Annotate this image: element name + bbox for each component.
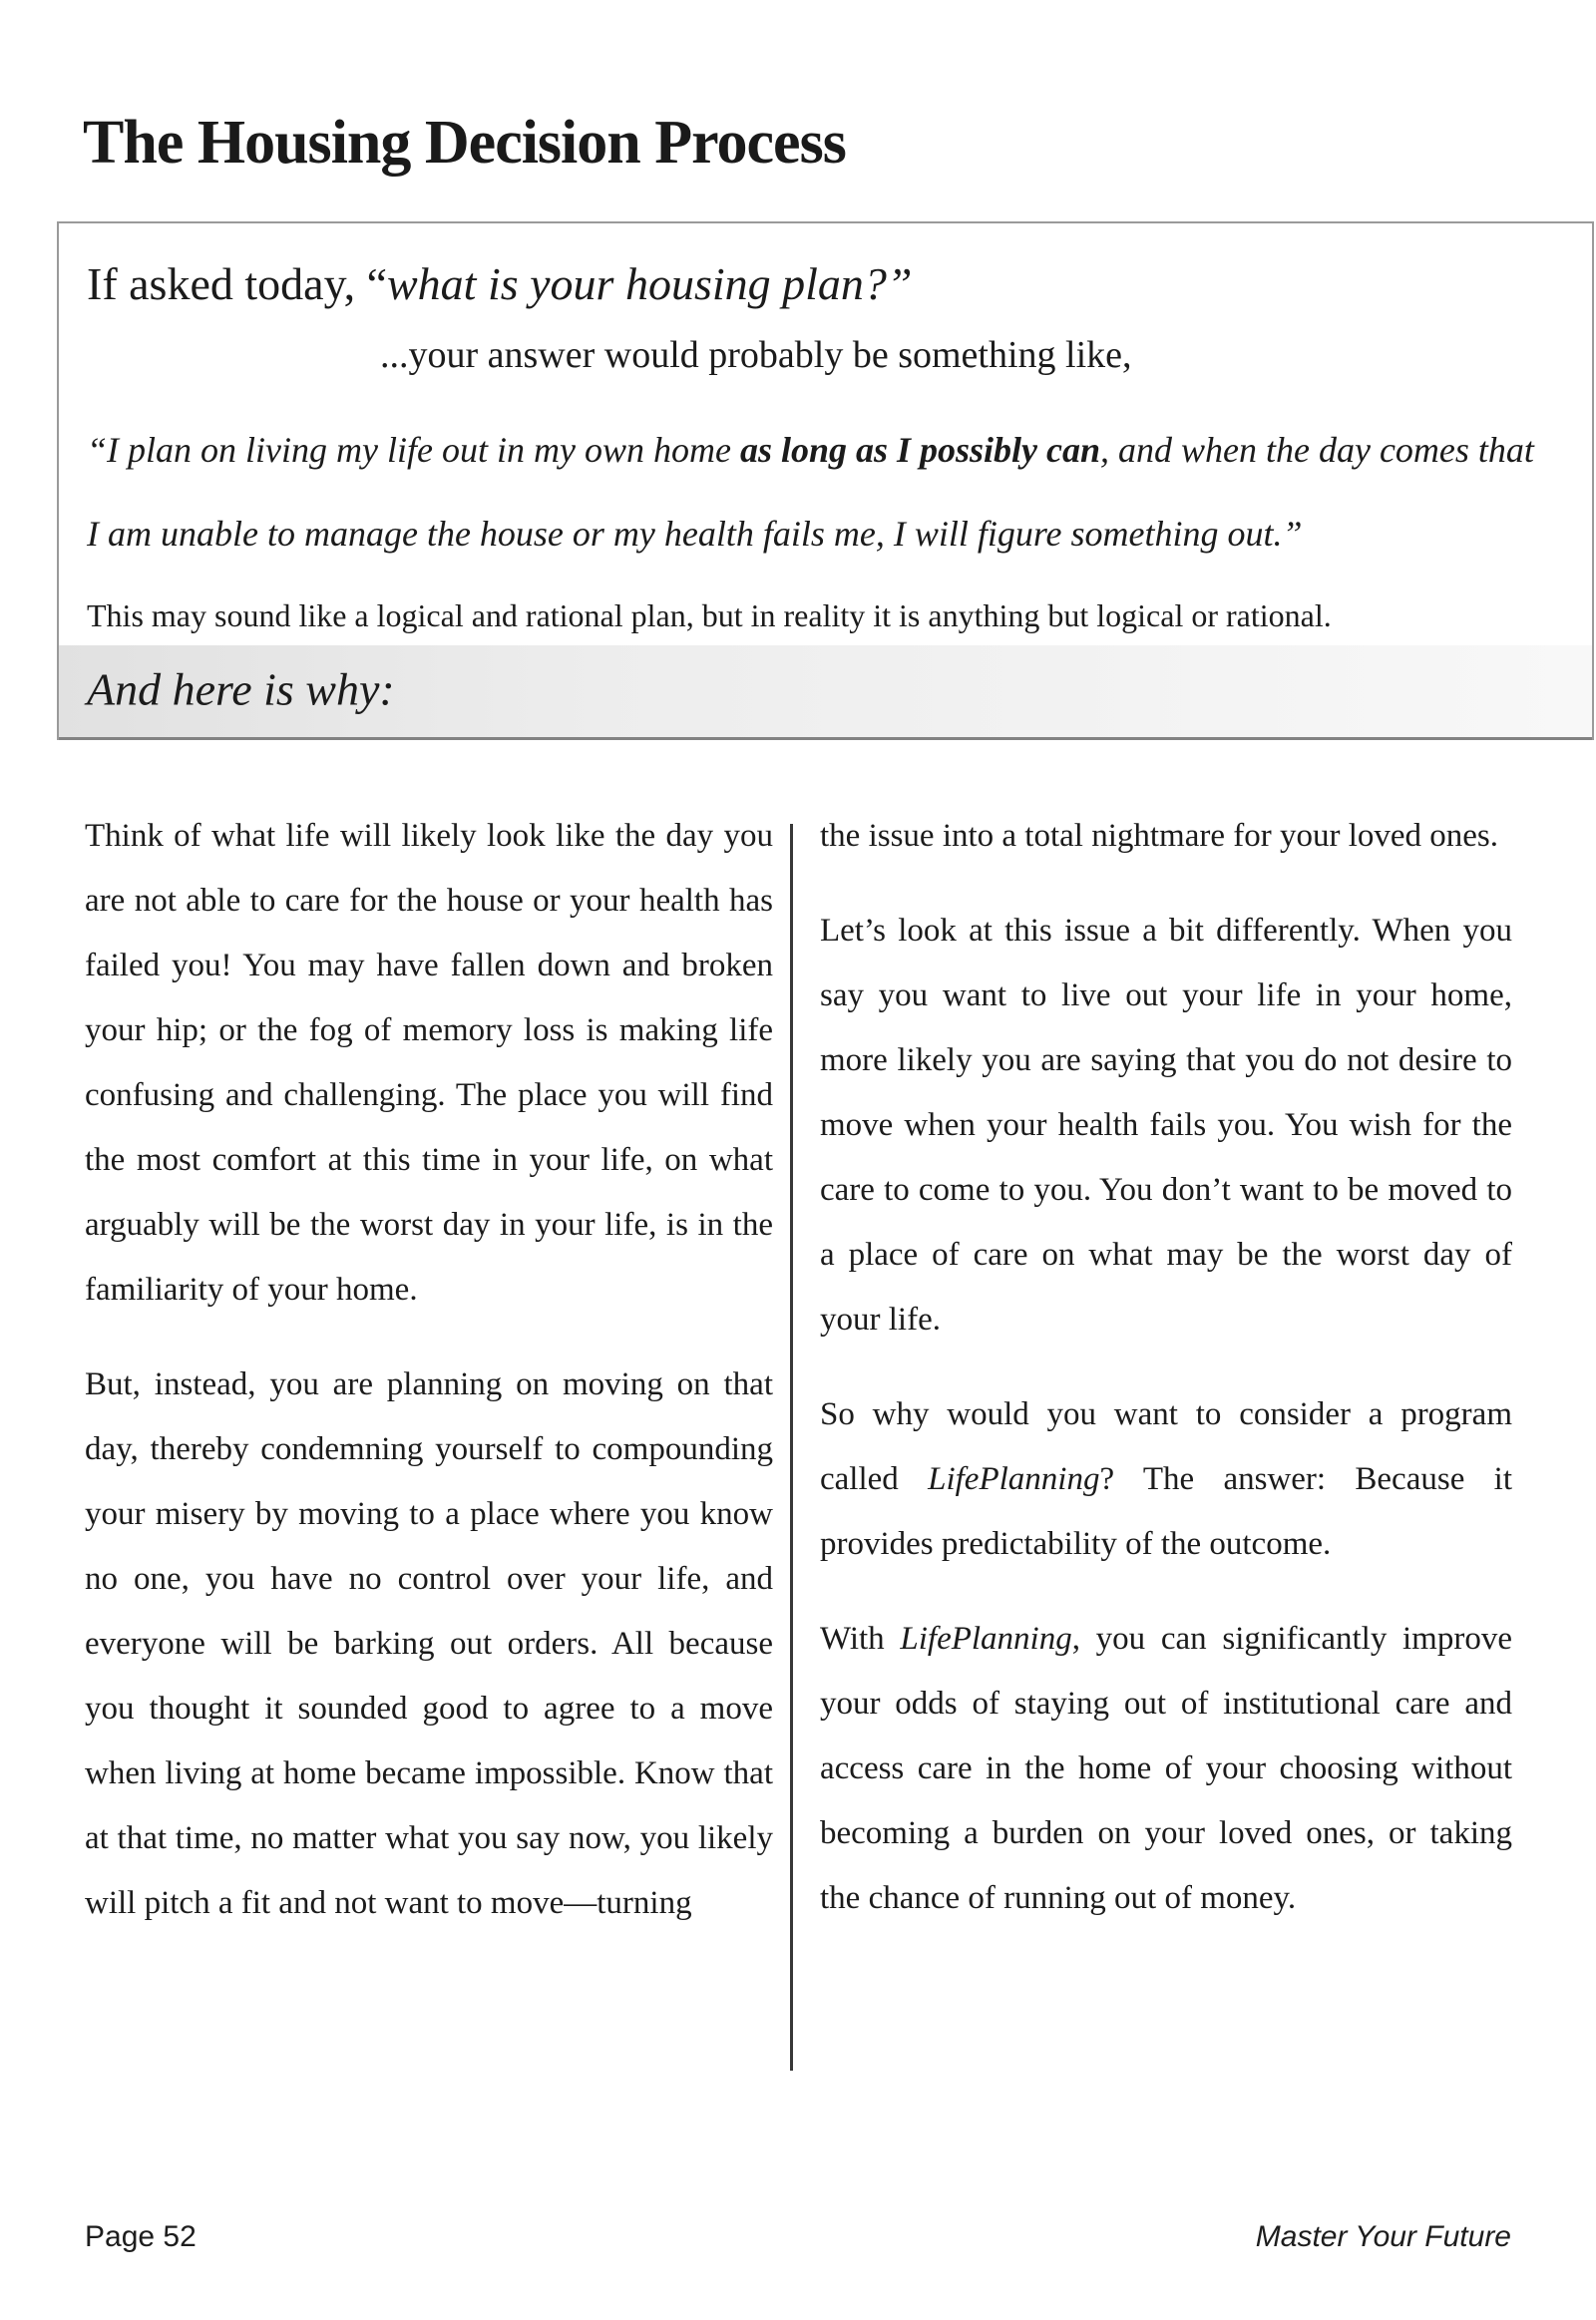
why-banner-text: And here is why: xyxy=(87,663,395,715)
intro-box xyxy=(57,221,1594,740)
paragraph: Think of what life will likely look like the day you are not able to care for the house or your health has failed you! You may have fallen down and broken your hip; or the fog of memory loss is making life confusing and challenging. The place you will find the most comfort at this time in your life, on what arguably will be the worst day in your life, is in the familiarity of your home. xyxy=(85,818,773,1308)
intro-heading: If asked today, “what is your housing plan?” xyxy=(87,258,913,309)
paragraph: With LifePlanning, you can significantly improve your odds of staying out of institutional care and access care in the home of your choosing without becoming a burden on your loved ones, or taking the chance of running out of money. xyxy=(820,1621,1512,1916)
footer-book-title: Master Your Future xyxy=(1255,2220,1511,2253)
body-left-column xyxy=(85,804,773,1966)
column-divider xyxy=(790,824,793,2071)
body-right-column xyxy=(820,804,1512,1961)
intro-subline: ...your answer would probably be something like, xyxy=(380,334,1132,376)
paragraph: But, instead, you are planning on moving on that day, thereby condemning yourself to compounding your misery by moving to a place where you know no one, you have no control over your life, and everyone will be barking out orders. All because you thought it sounded good to agree to a move when living at home became impossible. Know that at that time, no matter what you say now, you likely will pitch a fit and not want to move—turning xyxy=(85,1366,773,1921)
paragraph: So why would you want to consider a program called LifePlanning? The answer: Because it provides predictability of the outcome. xyxy=(820,1396,1512,1562)
intro-quote: “I plan on living my life out in my own home as long as I possibly can, and when the day comes that I am unable to manage the house or my health fails me, I will figure something out.” xyxy=(87,430,1534,554)
paragraph: the issue into a total nightmare for your loved ones. xyxy=(820,818,1499,854)
footer-page-number: Page 52 xyxy=(85,2220,197,2253)
why-banner xyxy=(59,645,1592,740)
page-title: The Housing Decision Process xyxy=(83,109,846,177)
paragraph: Let’s look at this issue a bit differently. When you say you want to live out your life in your home, more likely you are saying that you do not desire to move when your health fails you. You wish for the care to come to you. You don’t want to be moved to a place of care on what may be the worst day of your life. xyxy=(820,913,1512,1338)
intro-conclusion: This may sound like a logical and rational plan, but in reality it is anything but logical or rational. xyxy=(87,597,1332,633)
